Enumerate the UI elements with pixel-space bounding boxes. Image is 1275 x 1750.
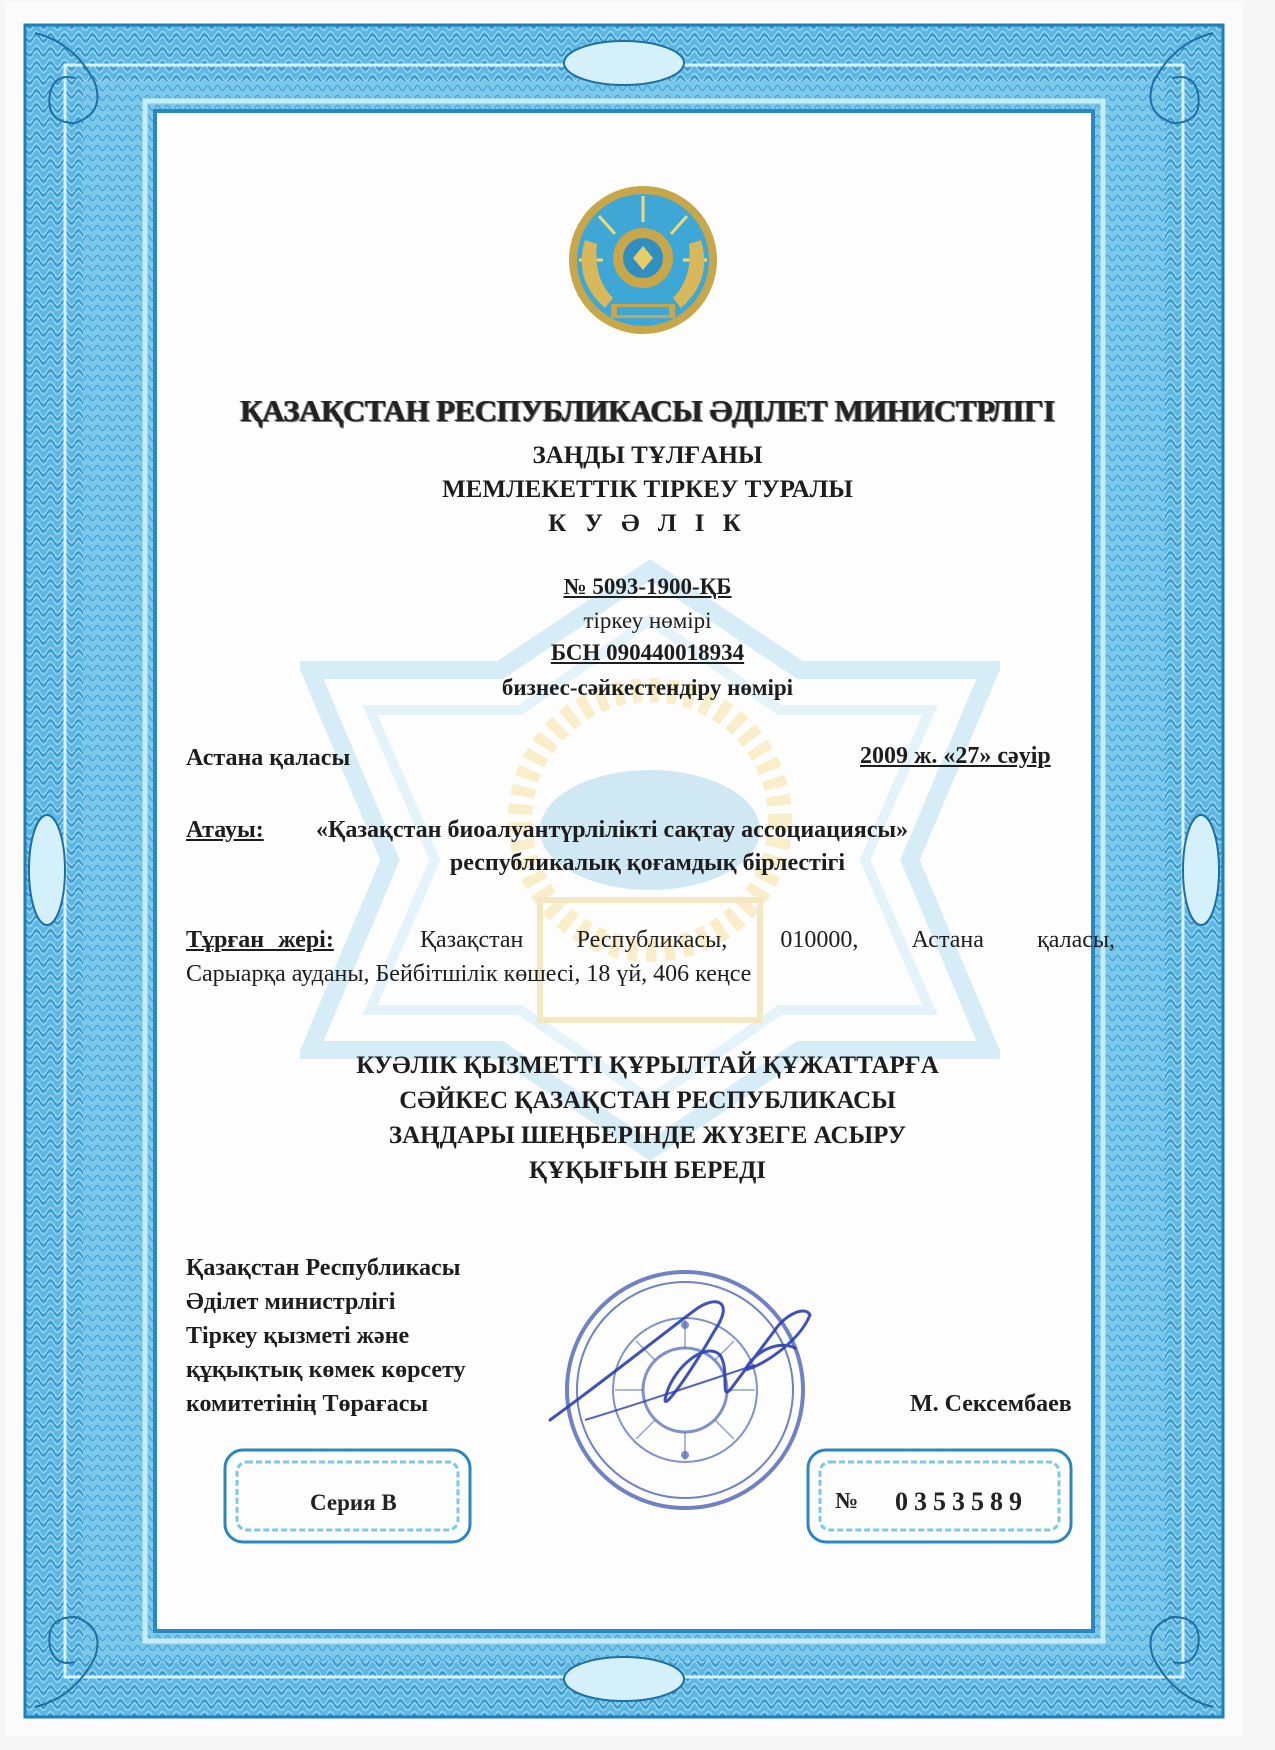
bsn-number-value: БСН 090440018934: [550, 640, 745, 665]
address-label: Тұрған жері:: [186, 927, 334, 953]
signatory-name: М. Сексембаев: [910, 1391, 1072, 1417]
serial-number-sign: №: [835, 1488, 859, 1513]
ministry-heading: ҚАЗАҚСТАН РЕСПУБЛИКАСЫ ӘДІЛЕТ МИНИСТРЛІГІ: [240, 393, 1055, 428]
certificate-title-line3: К У Ә Л І К: [548, 510, 747, 537]
address-line2: Сарыарқа ауданы, Бейбітшілік көшесі, 18 үй, 406 кеңсе: [186, 961, 752, 987]
signatory-line2: Әділет министрлігі: [186, 1289, 396, 1315]
rights-line1: КУӘЛІК ҚЫЗМЕТТІ ҚҰРЫЛТАЙ ҚҰЖАТТАРҒА: [356, 1052, 939, 1079]
issue-date: 2009 ж. «27» сәуір: [860, 743, 1051, 769]
bsn-number: [180, 640, 1115, 666]
signatory-line4: құқықтық көмек көрсету: [186, 1357, 466, 1383]
rights-line3: ЗАҢДАРЫ ШЕҢБЕРІНДЕ ЖҮЗЕГЕ АСЫРУ: [388, 1122, 907, 1149]
signatory-line1: Қазақстан Республикасы: [186, 1255, 461, 1281]
registration-number-value: № 5093-1900-ҚБ: [563, 574, 732, 599]
rights-line2: СӘЙКЕС ҚАЗАҚСТАН РЕСПУБЛИКАСЫ: [399, 1087, 896, 1114]
entity-name-line1: «Қазақстан биоалуантүрлілікті сақтау ассоциациясы»: [316, 817, 909, 843]
registration-number-label: тіркеу нөмірі: [583, 608, 712, 633]
serial-number: 0353589: [895, 1487, 1028, 1516]
state-emblem-icon: [563, 180, 723, 340]
entity-name-label: Атауы:: [186, 817, 264, 843]
address-line1: Қазақстан Республикасы, 010000, Астана қаласы,: [420, 927, 1115, 953]
bsn-label: бизнес-сәйкестендіру нөмірі: [501, 675, 794, 700]
registration-number: [180, 574, 1115, 600]
issue-city: Астана қаласы: [186, 745, 351, 771]
rights-line4: ҚҰҚЫҒЫН БЕРЕДІ: [528, 1157, 767, 1184]
entity-name-line2: республикалық қоғамдық бірлестігі: [449, 850, 846, 876]
certificate-title-line2: МЕМЛЕКЕТТІК ТІРКЕУ ТУРАЛЫ: [442, 476, 853, 503]
handwritten-signature-icon: [545, 1270, 815, 1470]
certificate-title-line1: ЗАҢДЫ ТҰЛҒАНЫ: [532, 442, 763, 469]
signatory-line5: комитетінің Төрағасы: [186, 1391, 429, 1417]
series-label: Серия В: [310, 1490, 397, 1515]
signatory-line3: Тіркеу қызметі және: [186, 1323, 410, 1349]
